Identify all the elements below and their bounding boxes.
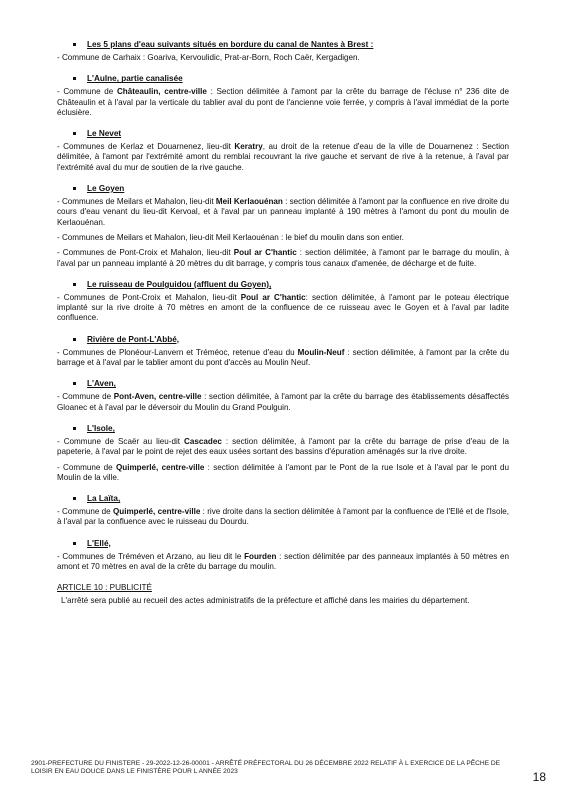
- paragraph-text: : section délimitée par des panneaux implantés à 50 mètres en amont et 70 mètres en aval de la crête du barrage du moulin.: [57, 551, 509, 572]
- paragraph-text: - Communes de Pont-Croix et Mahalon, lieu-dit: [57, 292, 241, 302]
- section-title-text: Les 5 plans d'eau suivants situés en bordure du canal de Nantes à Brest :: [87, 40, 374, 49]
- paragraph-text: : Section délimitée à l'amont par la crête du barrage de l'écluse n° 236 dite de Châteaulin et à l'aval par la verticale du tablier aval du pont de l'ancienne voie ferrée, y compris à l'aval immédiat de la porte éclusière.: [57, 87, 509, 117]
- paragraph: [57, 392, 509, 413]
- section-title: [73, 184, 509, 193]
- paragraph: [57, 53, 509, 63]
- bold-place-name: Meil Kerlaouénan: [215, 197, 283, 207]
- section-title-text: Le Nevet: [87, 129, 122, 139]
- section-title: [73, 129, 509, 138]
- paragraph: [57, 463, 509, 484]
- section-title-text: L'Aven,: [87, 379, 116, 389]
- paragraph-text: : section délimitée, à l'amont par la crête du barrage des établissements désaffectés Gloanec et à l'aval par le déversoir du Moulin du Grand Poulguin.: [57, 392, 510, 412]
- bullet-icon: [73, 283, 76, 286]
- paragraph-text: - Commune de: [57, 392, 114, 402]
- bullet-icon: [73, 132, 76, 135]
- article-title: ARTICLE 10 : PUBLICITÉ: [57, 583, 152, 593]
- bold-place-name: Quimperlé, centre-ville: [116, 462, 205, 472]
- paragraph: [57, 248, 509, 269]
- bold-place-name: Cascadec: [184, 436, 222, 446]
- paragraph: [57, 233, 509, 243]
- paragraph-text: - Commune de: [57, 507, 113, 517]
- bold-place-name: Poul ar C'hantic: [240, 292, 306, 302]
- bold-place-name: Châteaulin, centre-ville: [116, 87, 207, 97]
- paragraph-text: : rive droite dans la section délimitée à l'amont par la confluence de l'Ellé et de l'Isole, à l'aval par la confluence avec le ruisseau du Dourdu.: [57, 507, 510, 527]
- section-title: [73, 424, 509, 433]
- bullet-icon: [73, 187, 76, 190]
- paragraph: [57, 552, 509, 573]
- bold-place-name: Quimperlé, centre-ville: [113, 507, 201, 517]
- paragraph-text: : section délimitée, à l'amont par le barrage du moulin, à l'aval par un panneau implanté à 20 mètres du dit barrage, y compris tous canaux d'amenée, de décharge et de fuite.: [57, 248, 509, 268]
- section-title: [73, 335, 509, 344]
- section-title-text: L'Isole,: [87, 423, 115, 433]
- section-title-text: Le Goyen: [87, 184, 125, 194]
- paragraph-text: : section délimitée, à l'amont par le poteau électrique implanté sur la rive droite à 70 mètres en amont de la confluence de ce ruisseau avec le Goyen et à l'aval par ladite confluence.: [57, 292, 509, 323]
- section-title: [73, 74, 509, 83]
- paragraph: [57, 142, 509, 173]
- paragraph: [57, 507, 509, 528]
- section-title-text: L'Ellé,: [87, 538, 111, 548]
- paragraph-text: - Commune de Carhaix : Goariva, Kervoulidic, Prat-ar-Born, Roch Caër, Kergadigen.: [57, 53, 360, 62]
- paragraph-text: - Communes de Meilars et Mahalon, lieu-dit Meil Kerlaouénan : le bief du moulin dans son entier.: [57, 232, 404, 242]
- paragraph: [57, 348, 509, 369]
- paragraph-text: , au droit de la retenue d'eau de la ville de Douarnenez : Section délimitée, à l'amont par l'extrémité amont du remblai recouvrant la rive gauche et servant de rive à la retenue, à l'aval par l'extrémité aval du mur de soutien de la rive gauche.: [57, 142, 510, 172]
- paragraph: [57, 293, 509, 324]
- page-number: 18: [532, 770, 546, 784]
- section-title-text: L'Aulne, partie canalisée: [87, 74, 183, 84]
- section-title: [73, 280, 509, 289]
- paragraph: [57, 437, 509, 458]
- paragraph: [57, 87, 509, 118]
- section-title: [73, 379, 509, 388]
- bullet-icon: [73, 497, 76, 500]
- paragraph-text: - Commune de Scaër au lieu-dit: [57, 436, 185, 446]
- bullet-icon: [73, 338, 76, 341]
- bullet-icon: [73, 382, 76, 385]
- document-body: [57, 40, 509, 612]
- paragraph: [57, 197, 509, 228]
- paragraph-text: - Commune de: [57, 87, 117, 97]
- section-title: [73, 539, 509, 548]
- bold-place-name: Moulin-Neuf: [297, 347, 345, 357]
- bold-place-name: Fourden: [244, 551, 277, 561]
- bold-place-name: Pont-Aven, centre-ville: [113, 392, 202, 402]
- section-title: [73, 40, 509, 49]
- section-title-text: Rivière de Pont-L'Abbé,: [87, 334, 180, 344]
- paragraph-text: - Communes de Plonéour-Lanvern et Tréméoc, retenue d'eau du: [57, 347, 298, 357]
- paragraph-text: - Commune de: [57, 462, 116, 472]
- bullet-icon: [73, 542, 76, 545]
- paragraph-text: - Communes de Meilars et Mahalon, lieu-dit: [57, 197, 216, 207]
- section-title: [73, 494, 509, 503]
- article-text: L'arrêté sera publié au recueil des actes administratifs de la préfecture et affiché dans les mairies du département.: [61, 596, 470, 606]
- paragraph-text: - Communes de Pont-Croix et Mahalon, lieu-dit: [57, 248, 234, 258]
- bullet-icon: [73, 77, 76, 80]
- paragraph-text: : section délimitée, à l'amont par la crête du barrage de prise d'eau de la papeterie, à l'aval par le point de rejet des eaux usées sortant des bassins d'épuration aménagés sur la rive droite.: [57, 436, 509, 457]
- paragraph-text: - Communes de Kerlaz et Douarnenez, lieu-dit: [57, 142, 235, 152]
- paragraph-text: : section délimitée à l'amont par la confluence en rive droite du cours d'eau venant du lieu-dit Kervoal, et à l'aval par un panneau implanté à 190 mètres à l'amont du pont du moulin de Kerlaouénan.: [57, 197, 509, 227]
- paragraph-text: : section délimitée, à l'amont par la crête du barrage et à l'aval par le tablier amont du pont d'accès au Moulin Neuf.: [57, 347, 509, 368]
- bold-place-name: Keratry: [234, 142, 263, 152]
- paragraph-text: - Communes de Tréméven et Arzano, au lieu dit le: [57, 551, 245, 561]
- page-footer: 2901-PREFECTURE DU FINISTERE - 29-2022-12-26-00001 - ARRÊTÉ PRÉFECTORAL DU 26 DÉCEMBRE 2022 RELATIF À L EXERCICE DE LA PÊCHE DE LOISIR EN EAU DOUCE DANS LE FINISTÈRE POUR L ANNÉE 2023: [31, 760, 501, 775]
- bullet-icon: [73, 427, 76, 430]
- section-title-text: La Laïta,: [87, 494, 121, 504]
- bullet-icon: [73, 43, 76, 46]
- paragraph-text: : section délimitée à l'amont par le Pont de la rue Isole et à l'aval par le pont du Moulin de la ville.: [57, 462, 510, 482]
- section-title-text: Le ruisseau de Poulguidou (affluent du Goyen),: [87, 279, 272, 289]
- bold-place-name: Poul ar C'hantic: [233, 248, 297, 258]
